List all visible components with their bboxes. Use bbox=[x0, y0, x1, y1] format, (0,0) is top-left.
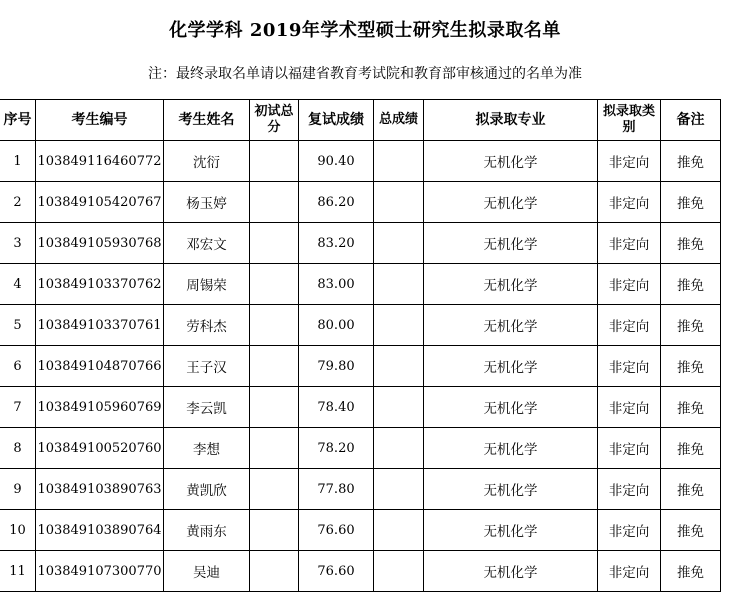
header-remark: 备注 bbox=[661, 100, 721, 141]
cell-category: 非定向 bbox=[598, 305, 661, 346]
cell-category: 非定向 bbox=[598, 469, 661, 510]
cell-remark: 推免 bbox=[661, 141, 721, 182]
cell-major: 无机化学 bbox=[424, 469, 598, 510]
cell-major: 无机化学 bbox=[424, 346, 598, 387]
table-row bbox=[0, 428, 721, 469]
cell-major: 无机化学 bbox=[424, 387, 598, 428]
cell-total-score bbox=[374, 387, 424, 428]
header-retest-score: 复试成绩 bbox=[299, 100, 374, 141]
cell-category: 非定向 bbox=[598, 141, 661, 182]
cell-candidate-name: 李想 bbox=[164, 428, 250, 469]
cell-retest-score: 79.80 bbox=[299, 346, 374, 387]
cell-major: 无机化学 bbox=[424, 510, 598, 551]
cell-total-score bbox=[374, 469, 424, 510]
cell-remark: 推免 bbox=[661, 182, 721, 223]
cell-seq: 10 bbox=[0, 510, 36, 551]
header-candidate-name: 考生姓名 bbox=[164, 100, 250, 141]
admission-note: 注：最终录取名单请以福建省教育考试院和教育部审核通过的名单为准 bbox=[148, 66, 582, 82]
cell-retest-score: 78.40 bbox=[299, 387, 374, 428]
cell-prelim-score bbox=[250, 305, 299, 346]
cell-major: 无机化学 bbox=[424, 428, 598, 469]
cell-seq: 6 bbox=[0, 346, 36, 387]
header-prelim-score: 初试总分 bbox=[250, 100, 299, 141]
cell-major: 无机化学 bbox=[424, 305, 598, 346]
cell-seq: 9 bbox=[0, 469, 36, 510]
cell-candidate-id: 103849116460772 bbox=[36, 141, 164, 182]
cell-candidate-id: 103849105960769 bbox=[36, 387, 164, 428]
table-row bbox=[0, 141, 721, 182]
cell-candidate-id: 103849105930768 bbox=[36, 223, 164, 264]
cell-category: 非定向 bbox=[598, 387, 661, 428]
cell-retest-score: 76.60 bbox=[299, 551, 374, 592]
cell-candidate-id: 103849104870766 bbox=[36, 346, 164, 387]
cell-total-score bbox=[374, 510, 424, 551]
cell-retest-score: 86.20 bbox=[299, 182, 374, 223]
table-row bbox=[0, 346, 721, 387]
cell-candidate-name: 周锡荣 bbox=[164, 264, 250, 305]
cell-total-score bbox=[374, 182, 424, 223]
cell-major: 无机化学 bbox=[424, 141, 598, 182]
cell-seq: 3 bbox=[0, 223, 36, 264]
cell-candidate-id: 103849103890763 bbox=[36, 469, 164, 510]
cell-remark: 推免 bbox=[661, 387, 721, 428]
cell-seq: 11 bbox=[0, 551, 36, 592]
cell-major: 无机化学 bbox=[424, 223, 598, 264]
cell-prelim-score bbox=[250, 141, 299, 182]
cell-prelim-score bbox=[250, 469, 299, 510]
table-row bbox=[0, 510, 721, 551]
document-title: 化学学科 2019年学术型硕士研究生拟录取名单 bbox=[169, 20, 561, 41]
cell-candidate-name: 王子汉 bbox=[164, 346, 250, 387]
admission-table bbox=[0, 99, 721, 592]
cell-seq: 8 bbox=[0, 428, 36, 469]
cell-candidate-name: 邓宏文 bbox=[164, 223, 250, 264]
cell-candidate-name: 吴迪 bbox=[164, 551, 250, 592]
cell-retest-score: 77.80 bbox=[299, 469, 374, 510]
cell-category: 非定向 bbox=[598, 428, 661, 469]
header-seq: 序号 bbox=[0, 100, 36, 141]
cell-candidate-name: 黄雨东 bbox=[164, 510, 250, 551]
cell-category: 非定向 bbox=[598, 223, 661, 264]
cell-seq: 5 bbox=[0, 305, 36, 346]
cell-candidate-id: 103849103890764 bbox=[36, 510, 164, 551]
cell-candidate-id: 103849107300770 bbox=[36, 551, 164, 592]
cell-prelim-score bbox=[250, 346, 299, 387]
table-row bbox=[0, 264, 721, 305]
cell-category: 非定向 bbox=[598, 182, 661, 223]
cell-prelim-score bbox=[250, 264, 299, 305]
cell-remark: 推免 bbox=[661, 428, 721, 469]
cell-remark: 推免 bbox=[661, 305, 721, 346]
cell-retest-score: 90.40 bbox=[299, 141, 374, 182]
cell-total-score bbox=[374, 428, 424, 469]
cell-category: 非定向 bbox=[598, 264, 661, 305]
cell-seq: 7 bbox=[0, 387, 36, 428]
table-row bbox=[0, 387, 721, 428]
cell-candidate-name: 李云凯 bbox=[164, 387, 250, 428]
header-total-score: 总成绩 bbox=[374, 100, 424, 141]
cell-seq: 4 bbox=[0, 264, 36, 305]
cell-retest-score: 78.20 bbox=[299, 428, 374, 469]
table-row bbox=[0, 469, 721, 510]
cell-seq: 1 bbox=[0, 141, 36, 182]
cell-prelim-score bbox=[250, 428, 299, 469]
cell-total-score bbox=[374, 264, 424, 305]
cell-candidate-id: 103849103370762 bbox=[36, 264, 164, 305]
table-header-row bbox=[0, 100, 721, 141]
cell-candidate-name: 沈衍 bbox=[164, 141, 250, 182]
cell-remark: 推免 bbox=[661, 223, 721, 264]
cell-seq: 2 bbox=[0, 182, 36, 223]
cell-candidate-id: 103849103370761 bbox=[36, 305, 164, 346]
table-row bbox=[0, 551, 721, 592]
table-row bbox=[0, 182, 721, 223]
cell-prelim-score bbox=[250, 551, 299, 592]
cell-candidate-name: 劳科杰 bbox=[164, 305, 250, 346]
table-row bbox=[0, 305, 721, 346]
cell-candidate-name: 黄凯欣 bbox=[164, 469, 250, 510]
cell-candidate-id: 103849100520760 bbox=[36, 428, 164, 469]
cell-total-score bbox=[374, 141, 424, 182]
cell-remark: 推免 bbox=[661, 551, 721, 592]
header-major: 拟录取专业 bbox=[424, 100, 598, 141]
cell-remark: 推免 bbox=[661, 469, 721, 510]
cell-retest-score: 80.00 bbox=[299, 305, 374, 346]
cell-major: 无机化学 bbox=[424, 182, 598, 223]
table-row bbox=[0, 223, 721, 264]
cell-total-score bbox=[374, 551, 424, 592]
cell-remark: 推免 bbox=[661, 510, 721, 551]
cell-retest-score: 83.00 bbox=[299, 264, 374, 305]
cell-major: 无机化学 bbox=[424, 551, 598, 592]
cell-total-score bbox=[374, 346, 424, 387]
cell-candidate-id: 103849105420767 bbox=[36, 182, 164, 223]
cell-total-score bbox=[374, 223, 424, 264]
cell-prelim-score bbox=[250, 182, 299, 223]
cell-total-score bbox=[374, 305, 424, 346]
cell-remark: 推免 bbox=[661, 264, 721, 305]
cell-candidate-name: 杨玉婷 bbox=[164, 182, 250, 223]
header-candidate-id: 考生编号 bbox=[36, 100, 164, 141]
cell-category: 非定向 bbox=[598, 510, 661, 551]
cell-prelim-score bbox=[250, 387, 299, 428]
cell-prelim-score bbox=[250, 510, 299, 551]
cell-remark: 推免 bbox=[661, 346, 721, 387]
cell-major: 无机化学 bbox=[424, 264, 598, 305]
header-category: 拟录取类别 bbox=[598, 100, 661, 141]
cell-retest-score: 83.20 bbox=[299, 223, 374, 264]
cell-retest-score: 76.60 bbox=[299, 510, 374, 551]
cell-category: 非定向 bbox=[598, 551, 661, 592]
cell-category: 非定向 bbox=[598, 346, 661, 387]
cell-prelim-score bbox=[250, 223, 299, 264]
